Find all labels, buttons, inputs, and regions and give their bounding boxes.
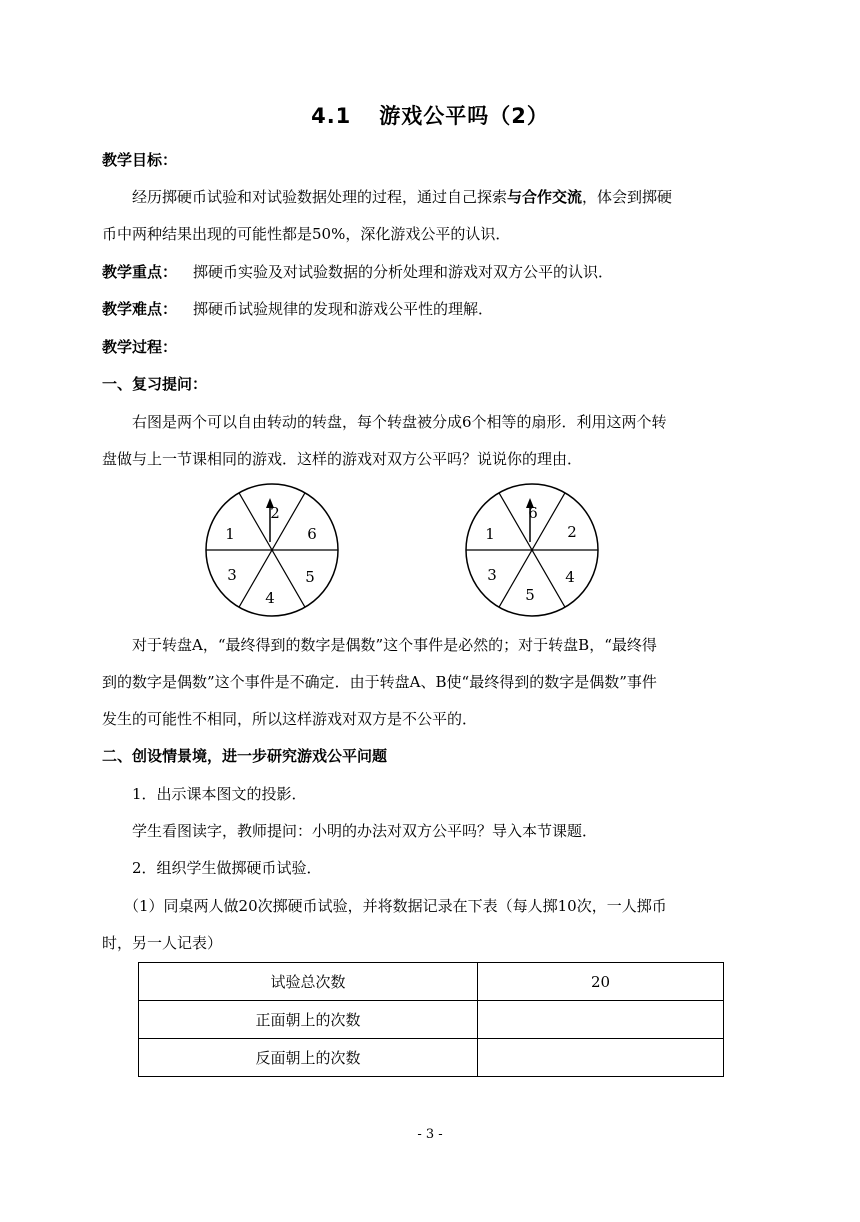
spinner-b xyxy=(462,480,602,620)
key-points xyxy=(102,261,742,283)
spinner-a-number: 4 xyxy=(265,589,275,607)
section2-item2: 2．组织学生做掷硬币试验． xyxy=(132,859,322,877)
coin-toss-table xyxy=(138,962,724,1077)
difficulties-label: 教学难点： xyxy=(102,300,178,318)
goals-line-1-pre: 经历掷硬币试验和对试验数据处理的过程，通过自己探索 xyxy=(132,188,508,206)
goals-line-2: 币中两种结果出现的可能性都是50%，深化游戏公平的认识． xyxy=(102,225,511,243)
key-points-label: 教学重点： xyxy=(102,263,178,281)
section2-item2-sub-line2: 时，另一人记表） xyxy=(102,934,223,952)
spinner-a-number: 1 xyxy=(225,525,235,543)
table-cell-label: 试验总次数 xyxy=(139,963,478,1001)
spinner-a-number: 3 xyxy=(227,566,237,584)
section1-para1-line1: 右图是两个可以自由转动的转盘，每个转盘被分成6个相等的扇形．利用这两个转 xyxy=(132,413,667,431)
spinner-a-number: 2 xyxy=(270,504,280,522)
section1-para2-line3: 发生的可能性不相同，所以这样游戏对双方是不公平的． xyxy=(102,710,478,728)
section1-para2-line1: 对于转盘A，“最终得到的数字是偶数”这个事件是必然的；对于转盘B，“最终得 xyxy=(132,636,657,654)
table-row xyxy=(139,1001,724,1039)
table-row xyxy=(139,1039,724,1077)
section1-para2-line2: 到的数字是偶数”这个事件是不确定．由于转盘A、B使“最终得到的数字是偶数”事件 xyxy=(102,673,657,691)
table-cell-label: 正面朝上的次数 xyxy=(139,1001,478,1039)
table-cell-label: 反面朝上的次数 xyxy=(139,1039,478,1077)
section1-para1-line2: 盘做与上一节课相同的游戏．这样的游戏对双方公平吗？说说你的理由． xyxy=(102,450,583,468)
title-text: 游戏公平吗（2） xyxy=(379,104,549,128)
spinner-a-number: 5 xyxy=(305,568,315,586)
section2-item1: 1．出示课本图文的投影． xyxy=(132,785,307,803)
goals-line-1-post: ，体会到掷硬 xyxy=(582,188,673,206)
section2-item1-sub: 学生看图读字，教师提问：小明的办法对双方公平吗？导入本节课题． xyxy=(132,822,598,840)
table-row xyxy=(139,963,724,1001)
spinner-b-number: 4 xyxy=(565,568,575,586)
section2-item2-sub-line1: （1）同桌两人做20次掷硬币试验，并将数据记录在下表（每人掷10次，一人掷币 xyxy=(124,897,667,915)
difficulties xyxy=(102,298,742,320)
goals-line-1 xyxy=(132,186,772,208)
goals-line-1-bold: 与合作交流 xyxy=(507,188,583,206)
table-cell-value xyxy=(478,1001,724,1039)
process-heading: 教学过程： xyxy=(102,338,178,356)
goals-heading: 教学目标： xyxy=(102,151,178,169)
spinner-a-number: 6 xyxy=(307,525,317,543)
page-number: - 3 - xyxy=(417,1127,443,1142)
difficulties-text: 掷硬币试验规律的发现和游戏公平性的理解． xyxy=(193,300,494,318)
page-title xyxy=(0,100,860,130)
spinner-a xyxy=(202,480,342,620)
table-cell-value: 20 xyxy=(478,963,724,1001)
table-cell-value xyxy=(478,1039,724,1077)
spinner-b-number: 3 xyxy=(487,566,497,584)
spinner-b-number: 2 xyxy=(567,523,577,541)
section2-heading: 二、创设情景境，进一步研究游戏公平问题 xyxy=(102,747,388,765)
key-points-text: 掷硬币实验及对试验数据的分析处理和游戏对双方公平的认识． xyxy=(193,263,614,281)
section1-heading: 一、复习提问： xyxy=(102,375,208,393)
section-number: 4.1 xyxy=(311,104,352,128)
spinner-b-number: 5 xyxy=(525,586,535,604)
spinner-b-number: 6 xyxy=(528,504,538,522)
spinner-b-number: 1 xyxy=(485,525,495,543)
